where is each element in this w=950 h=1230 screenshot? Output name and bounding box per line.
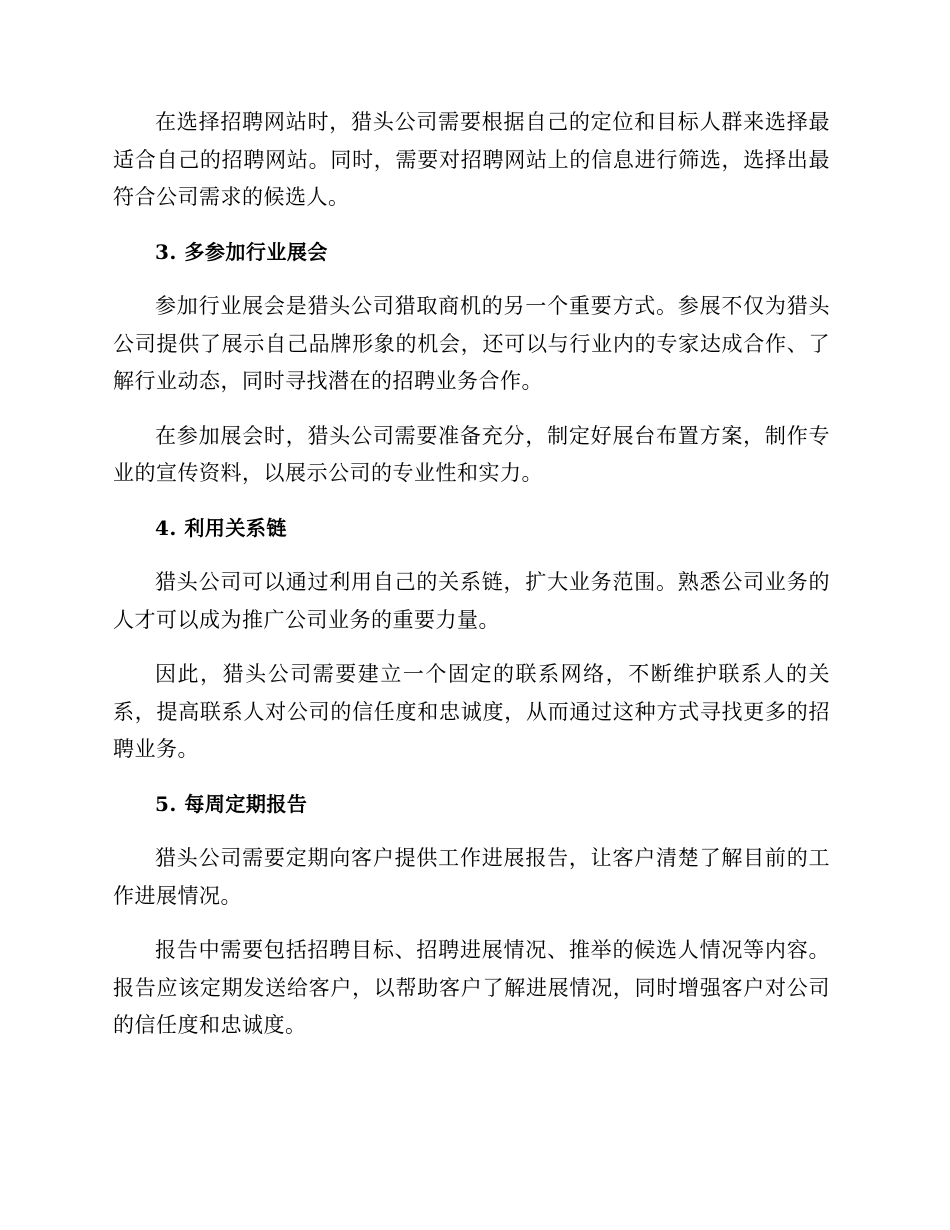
paragraph-gap <box>113 915 830 932</box>
paragraph-weekly-report-intro: 猎头公司需要定期向客户提供工作进展报告，让客户清楚了解目前的工作进展情况。 <box>113 846 830 908</box>
paragraph-gap <box>113 401 830 418</box>
paragraph-trade-shows-preparation: 在参加展会时，猎头公司需要准备充分，制定好展台布置方案，制作专业的宣传资料，以展示公司的专业性和实力。 <box>113 423 830 485</box>
paragraph-gap <box>113 217 830 234</box>
paragraph-gap <box>113 271 830 288</box>
paragraph-gap <box>113 823 830 840</box>
section-heading-trade-shows: 3. 多参加行业展会 <box>155 239 328 264</box>
paragraph-gap <box>113 493 830 510</box>
paragraph-report-contents: 报告中需要包括招聘目标、招聘进展情况、推举的候选人情况等内容。报告应该定期发送给客户，以帮助客户了解进展情况，同时增强客户对公司的信任度和忠诚度。 <box>113 938 830 1037</box>
section-heading-relationship-chain: 4. 利用关系链 <box>155 515 287 540</box>
paragraph-gap <box>113 639 830 656</box>
paragraph-gap <box>113 769 830 786</box>
paragraph-trade-shows-intro: 参加行业展会是猎头公司猎取商机的另一个重要方式。参展不仅为猎头公司提供了展示自己品牌形象的机会，还可以与行业内的专家达成合作、了解行业动态，同时寻找潜在的招聘业务合作。 <box>113 294 830 393</box>
section-heading-weekly-report: 5. 每周定期报告 <box>155 791 308 816</box>
paragraph-gap <box>113 547 830 564</box>
paragraph-relationship-network: 因此，猎头公司需要建立一个固定的联系网络，不断维护联系人的关系，提高联系人对公司的信任度和忠诚度，从而通过这种方式寻找更多的招聘业务。 <box>113 662 830 761</box>
paragraph-choose-recruiting-site: 在选择招聘网站时，猎头公司需要根据自己的定位和目标人群来选择最适合自己的招聘网站。同时，需要对招聘网站上的信息进行筛选，选择出最符合公司需求的候选人。 <box>113 110 830 209</box>
paragraph-relationship-chain-intro: 猎头公司可以通过利用自己的关系链，扩大业务范围。熟悉公司业务的人才可以成为推广公司业务的重要力量。 <box>113 570 830 632</box>
